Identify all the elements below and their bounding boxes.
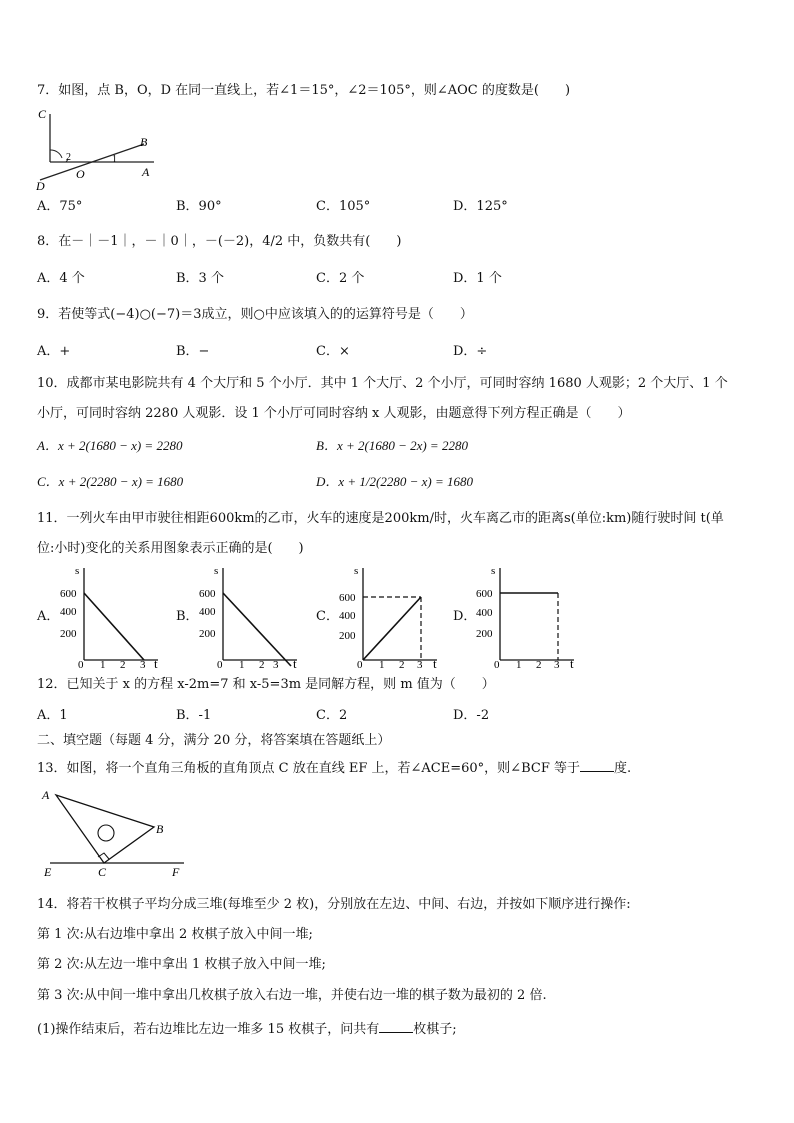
q11-graph-d: [474, 560, 584, 672]
q8-option-c: C．2 个: [316, 271, 365, 286]
q8-option-a: A．4 个: [37, 271, 85, 286]
q11-graph-b: [197, 560, 307, 672]
q13-text-after: 度.: [613, 761, 632, 776]
q10-line1: 10．成都市某电影院共有 4 个大厅和 5 个小厅．其中 1 个大厅、2 个小厅，可同时容纳 1680 人观影；2 个大厅、1 个: [37, 376, 728, 391]
q9-option-c: C．×: [316, 344, 350, 359]
q7-text: 7．如图，点 B，O，D 在同一直线上，若∠1＝15°，∠2＝105°，则∠AOC 的度数是( ): [37, 83, 571, 98]
q7-figure: [36, 104, 166, 192]
svg-text:400: 400: [476, 607, 493, 619]
svg-text:400: 400: [339, 610, 356, 622]
q7-option-c: C．105°: [316, 199, 371, 214]
q7-label-c: C: [38, 107, 47, 121]
svg-text:2: 2: [536, 659, 542, 671]
svg-text:600: 600: [199, 588, 216, 600]
q11-option-c-label: C．: [316, 609, 339, 624]
svg-text:3: 3: [417, 659, 423, 671]
svg-text:t: t: [570, 656, 574, 671]
svg-text:0: 0: [217, 659, 223, 671]
q9-option-b: B．−: [176, 344, 210, 359]
q11-line2: 位:小时)变化的关系用图象表示正确的是( ): [37, 541, 304, 556]
svg-text:600: 600: [476, 588, 493, 600]
q9-text: 9．若使等式(−4)○(−7)＝3成立，则○中应该填入的的运算符号是（ ）: [37, 307, 473, 322]
svg-text:1: 1: [100, 659, 106, 671]
svg-text:1: 1: [516, 659, 522, 671]
svg-text:2: 2: [399, 659, 405, 671]
q7-option-b: B．90°: [176, 199, 222, 214]
q7-option-d: D．125°: [453, 199, 508, 214]
q10-line2: 小厅，可同时容纳 2280 人观影．设 1 个小厅可同时容纳 x 人观影，由题意得下列方程正确是（ ）: [37, 406, 631, 421]
q7-option-a: A．75°: [37, 199, 83, 214]
q8-option-b: B．3 个: [176, 271, 224, 286]
q12-option-a: A．1: [37, 708, 68, 723]
q13-label-b: B: [156, 822, 164, 836]
q13-text: [37, 759, 631, 778]
svg-text:0: 0: [494, 659, 500, 671]
q8-text: 8．在－｜－1｜，－｜0｜，－(－2)，4/2 中，负数共有( ): [37, 234, 402, 249]
q13-label-a: A: [42, 788, 50, 802]
svg-text:t: t: [154, 656, 158, 671]
svg-text:s: s: [354, 565, 359, 577]
q11-option-a-label: A．: [37, 609, 60, 624]
svg-text:0: 0: [78, 659, 84, 671]
q11-graph-c: [337, 560, 447, 672]
q14-step1: 第 1 次:从右边堆中拿出 2 枚棋子放入中间一堆;: [37, 927, 313, 942]
svg-text:s: s: [491, 565, 496, 577]
svg-text:s: s: [75, 565, 80, 577]
q10-option-a: A．x + 2(1680 − x) = 2280: [37, 438, 183, 453]
svg-text:t: t: [433, 656, 437, 671]
q13-label-c: C: [98, 865, 107, 877]
svg-text:t: t: [293, 656, 297, 671]
q12-text: 12．已知关于 x 的方程 x-2m=7 和 x-5=3m 是同解方程，则 m 值为（ ）: [37, 677, 495, 692]
q8-option-d: D．1 个: [453, 271, 502, 286]
svg-text:200: 200: [339, 630, 356, 642]
q11-option-b-label: B．: [176, 609, 199, 624]
q13-answer-blank: [580, 759, 614, 772]
svg-text:200: 200: [60, 628, 77, 640]
svg-text:200: 200: [476, 628, 493, 640]
q7-label-angle2: 2: [66, 152, 71, 163]
svg-text:400: 400: [60, 606, 77, 618]
q11-graph-a: [58, 560, 168, 672]
q14-sub1: [37, 1020, 457, 1039]
svg-text:3: 3: [554, 659, 560, 671]
q7-label-d: D: [36, 179, 45, 192]
svg-text:2: 2: [120, 659, 126, 671]
svg-text:400: 400: [199, 606, 216, 618]
q7-label-a: A: [142, 165, 150, 179]
q13-text-before: 13．如图，将一个直角三角板的直角顶点 C 放在直线 EF 上，若∠ACE=60°，则∠BCF 等于: [37, 761, 580, 776]
q9-option-a: A．+: [37, 344, 71, 359]
section2-title: 二、填空题（每题 4 分，满分 20 分，将答案填在答题纸上）: [37, 733, 391, 748]
q12-option-c: C．2: [316, 708, 348, 723]
q14-sub1-before: (1)操作结束后，若右边堆比左边一堆多 15 枚棋子，问共有: [37, 1022, 380, 1037]
svg-text:3: 3: [273, 659, 279, 671]
svg-text:0: 0: [357, 659, 363, 671]
q13-label-f: F: [172, 865, 180, 877]
q14-step2: 第 2 次:从左边一堆中拿出 1 枚棋子放入中间一堆;: [37, 957, 326, 972]
svg-text:s: s: [214, 565, 219, 577]
svg-text:600: 600: [60, 588, 77, 600]
q10-option-b: B．x + 2(1680 − 2x) = 2280: [316, 438, 468, 453]
q14-step3: 第 3 次:从中间一堆中拿出几枚棋子放入右边一堆，并使右边一堆的棋子数为最初的 2 倍.: [37, 988, 547, 1003]
svg-text:3: 3: [140, 659, 146, 671]
svg-text:600: 600: [339, 592, 356, 604]
q7-label-b: B: [140, 135, 148, 149]
q7-label-o: O: [76, 167, 85, 181]
svg-text:1: 1: [239, 659, 245, 671]
q9-option-d: D．÷: [453, 344, 488, 359]
q7-label-angle1: 1: [112, 154, 117, 165]
q14-sub1-after: 枚棋子;: [413, 1022, 457, 1037]
q12-option-b: B．-1: [176, 708, 212, 723]
q10-option-d: D．x + 1/2(2280 − x) = 1680: [316, 474, 474, 489]
q11-option-d-label: D．: [453, 609, 477, 624]
svg-text:2: 2: [259, 659, 265, 671]
q12-option-d: D．-2: [453, 708, 490, 723]
q11-line1: 11．一列火车由甲市驶往相距600km的乙市，火车的速度是200km/时，火车离乙市的距离s(单位:km)随行驶时间 t(单: [37, 511, 724, 526]
svg-text:200: 200: [199, 628, 216, 640]
q13-figure: [36, 785, 196, 877]
q14-answer-blank: [379, 1020, 413, 1033]
svg-text:1: 1: [379, 659, 385, 671]
q10-option-c: C．x + 2(2280 − x) = 1680: [37, 474, 184, 489]
q14-intro: 14．将若干枚棋子平均分成三堆(每堆至少 2 枚)，分别放在左边、中间、右边，并按如下顺序进行操作:: [37, 897, 631, 912]
q13-label-e: E: [44, 865, 52, 877]
